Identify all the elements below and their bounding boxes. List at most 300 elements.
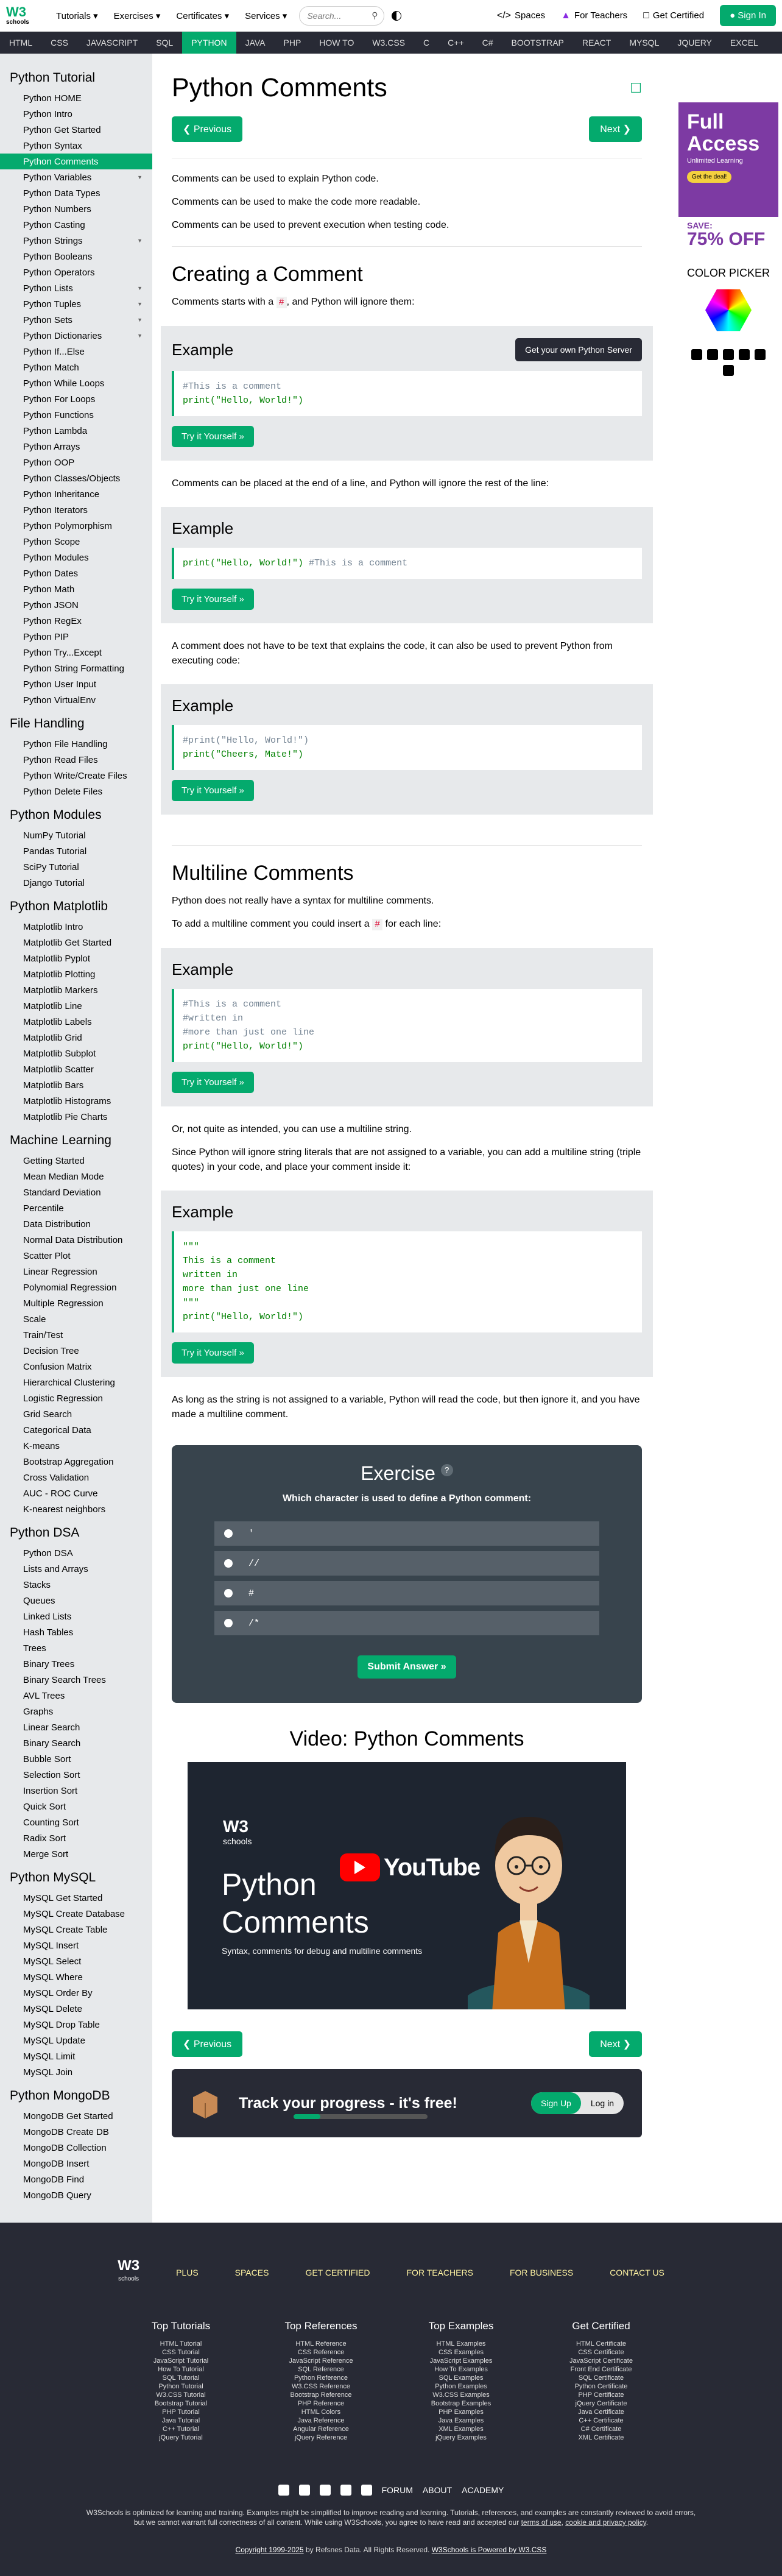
- sidebar-item[interactable]: [0, 1030, 152, 1046]
- footer-nav-link[interactable]: SPACES: [234, 2268, 269, 2277]
- sidebar-item[interactable]: [0, 359, 152, 375]
- sidebar-item[interactable]: [0, 1735, 152, 1751]
- tiktok-icon[interactable]: [723, 365, 734, 376]
- sidebar-item-label: Python Inheritance: [23, 489, 100, 500]
- sidebar-item[interactable]: [0, 692, 152, 708]
- sidebar-item[interactable]: [0, 784, 152, 799]
- sidebar-item[interactable]: [0, 1608, 152, 1624]
- footer-link[interactable]: Python Tutorial: [158, 2383, 203, 2390]
- footer-link[interactable]: HTML Examples: [436, 2340, 486, 2348]
- sidebar-item[interactable]: [0, 1359, 152, 1375]
- subnav-item-javascript[interactable]: JAVASCRIPT: [86, 38, 138, 48]
- sidebar-item-label: Python PIP: [23, 631, 69, 642]
- sidebar-item[interactable]: [0, 1438, 152, 1454]
- sidebar-item[interactable]: [0, 312, 152, 328]
- ad-title-line: Full: [687, 110, 724, 133]
- sidebar-item-label: Cross Validation: [23, 1472, 90, 1483]
- footer-nav-link[interactable]: FOR TEACHERS: [406, 2268, 473, 2277]
- footer-column-title: Get Certified: [572, 2320, 630, 2332]
- sidebar-item[interactable]: [0, 1014, 152, 1030]
- footer-link[interactable]: Java Tutorial: [161, 2417, 200, 2424]
- sidebar-item-label: Multiple Regression: [23, 1298, 104, 1309]
- footer-link[interactable]: SQL Reference: [298, 2366, 344, 2373]
- subnav-item-css[interactable]: CSS: [51, 38, 68, 48]
- subnav-item-how-to[interactable]: HOW TO: [319, 38, 354, 48]
- chevron-down-icon: ▼: [137, 237, 143, 244]
- try-it-button[interactable]: Try it Yourself »: [172, 1342, 254, 1364]
- footer-link[interactable]: HTML Certificate: [576, 2340, 627, 2348]
- sidebar-item[interactable]: [0, 217, 152, 233]
- exercise-box: [172, 1445, 642, 1703]
- video-heading: Video: Python Comments: [289, 1727, 524, 1750]
- sidebar-item[interactable]: [0, 597, 152, 613]
- sidebar-item[interactable]: [0, 1093, 152, 1109]
- try-it-button[interactable]: Try it Yourself »: [172, 1072, 254, 1093]
- footer-link[interactable]: HTML Colors: [301, 2408, 341, 2416]
- sidebar-item[interactable]: [0, 1061, 152, 1077]
- sidebar-item[interactable]: [0, 768, 152, 784]
- sidebar-item[interactable]: [0, 1545, 152, 1561]
- sign-in-button[interactable]: [720, 5, 776, 26]
- footer-link[interactable]: C# Certificate: [580, 2426, 622, 2433]
- sidebar-item[interactable]: [0, 1890, 152, 1906]
- sidebar-section-title: File Handling: [10, 717, 85, 731]
- footer-nav-link[interactable]: FOR BUSINESS: [509, 2268, 574, 2277]
- sidebar-item[interactable]: [0, 550, 152, 565]
- sidebar-item[interactable]: [0, 1593, 152, 1608]
- top-menu-item[interactable]: Exercises ▾: [113, 10, 161, 21]
- sidebar-item[interactable]: [0, 1906, 152, 1922]
- footer-link[interactable]: Java Certificate: [578, 2408, 624, 2416]
- instagram-icon[interactable]: [361, 2485, 372, 2496]
- sidebar-item[interactable]: [0, 613, 152, 629]
- footer-link[interactable]: W3.CSS Tutorial: [156, 2391, 206, 2399]
- subnav-item-python[interactable]: PYTHON: [182, 32, 236, 54]
- sidebar-item[interactable]: [0, 138, 152, 154]
- footer-column-title: Top Tutorials: [151, 2320, 211, 2332]
- sidebar-item[interactable]: [0, 935, 152, 950]
- sidebar-item[interactable]: [0, 676, 152, 692]
- sidebar-item[interactable]: [0, 1279, 152, 1295]
- exercise-option[interactable]: [214, 1611, 599, 1635]
- sidebar-item[interactable]: [0, 660, 152, 676]
- footer-link[interactable]: jQuery Tutorial: [159, 2434, 203, 2441]
- footer-link[interactable]: CSS Reference: [297, 2349, 345, 2356]
- footer-link[interactable]: SQL Examples: [439, 2374, 484, 2382]
- get-server-button[interactable]: Get your own Python Server: [515, 338, 642, 361]
- sidebar-item-label: Quick Sort: [23, 1801, 66, 1812]
- sidebar-item-label: MySQL Update: [23, 2035, 85, 2046]
- subnav-item-c-[interactable]: C++: [448, 38, 464, 48]
- footer-link[interactable]: W3.CSS Reference: [292, 2383, 350, 2390]
- sidebar-section-title: Python DSA: [10, 1526, 80, 1540]
- sidebar-item[interactable]: [0, 1077, 152, 1093]
- sidebar-item[interactable]: [0, 629, 152, 645]
- footer-link[interactable]: Python Reference: [294, 2374, 348, 2382]
- footer-link[interactable]: jQuery Reference: [294, 2434, 348, 2441]
- subnav-item-bootstrap[interactable]: BOOTSTRAP: [511, 38, 564, 48]
- sidebar-item[interactable]: [0, 859, 152, 875]
- teachers-label: For Teachers: [574, 10, 628, 21]
- sidebar-item[interactable]: [0, 344, 152, 359]
- sidebar-item-label: Django Tutorial: [23, 877, 85, 888]
- subnav-item-c[interactable]: C: [423, 38, 430, 48]
- sidebar-item[interactable]: [0, 455, 152, 470]
- discord-icon[interactable]: [723, 349, 734, 360]
- sidebar-item[interactable]: [0, 565, 152, 581]
- footer-link[interactable]: JavaScript Certificate: [569, 2357, 633, 2365]
- sidebar-item[interactable]: [0, 827, 152, 843]
- sign-up-button[interactable]: Sign Up: [531, 2092, 581, 2114]
- footer-link[interactable]: Bootstrap Tutorial: [154, 2400, 208, 2407]
- footer-link[interactable]: CSS Tutorial: [162, 2349, 200, 2356]
- sidebar-item[interactable]: [0, 1264, 152, 1279]
- radio-button[interactable]: [224, 1529, 233, 1538]
- terms-link[interactable]: terms of use: [521, 2518, 562, 2527]
- code-comment: #This is a comment: [183, 381, 282, 392]
- footer-link[interactable]: jQuery Certificate: [575, 2400, 627, 2407]
- sidebar-item-label: Polynomial Regression: [23, 1282, 117, 1293]
- sidebar-item[interactable]: [0, 470, 152, 486]
- subnav-item-w3-css[interactable]: W3.CSS: [372, 38, 406, 48]
- sidebar-item[interactable]: [0, 1640, 152, 1656]
- get-deal-button[interactable]: Get the deal!: [687, 171, 731, 183]
- sidebar-item[interactable]: [0, 2048, 152, 2064]
- sidebar-item-label: MySQL Create Database: [23, 1908, 125, 1919]
- exercise-title-text: Exercise: [361, 1462, 435, 1484]
- sidebar-item[interactable]: [0, 998, 152, 1014]
- video-logo-text: schools: [223, 1836, 252, 1846]
- sidebar-item[interactable]: [0, 982, 152, 998]
- subnav-item-react[interactable]: REACT: [582, 38, 611, 48]
- sidebar-item[interactable]: [0, 1295, 152, 1311]
- sidebar-item[interactable]: [0, 1422, 152, 1438]
- sidebar-section-title: Python MongoDB: [10, 2089, 110, 2103]
- sidebar-item[interactable]: [0, 264, 152, 280]
- sidebar-item[interactable]: [0, 439, 152, 455]
- sidebar-item[interactable]: [0, 2187, 152, 2203]
- footer-link[interactable]: jQuery Examples: [435, 2434, 487, 2441]
- sidebar-item[interactable]: [0, 391, 152, 407]
- color-hexagon-icon[interactable]: [705, 287, 752, 333]
- footer-link[interactable]: C++ Certificate: [579, 2417, 624, 2424]
- sidebar-item[interactable]: [0, 154, 152, 169]
- subnav-item-c-[interactable]: C#: [482, 38, 493, 48]
- forum-link[interactable]: FORUM: [381, 2485, 413, 2495]
- about-link[interactable]: ABOUT: [422, 2485, 453, 2495]
- sidebar-item[interactable]: [0, 1153, 152, 1169]
- sidebar-item[interactable]: [0, 375, 152, 391]
- w3schools-logo[interactable]: [6, 2, 38, 29]
- footer-link[interactable]: CSS Certificate: [578, 2349, 624, 2356]
- sidebar-item[interactable]: [0, 2033, 152, 2048]
- previous-button[interactable]: ❮ Previous: [172, 2031, 242, 2057]
- sidebar-item[interactable]: [0, 534, 152, 550]
- submit-answer-button[interactable]: Submit Answer »: [358, 1655, 456, 1679]
- sidebar-item[interactable]: [0, 1751, 152, 1767]
- main-content: [152, 54, 660, 2223]
- sidebar-item[interactable]: [0, 950, 152, 966]
- footer-link[interactable]: XML Certificate: [578, 2434, 624, 2441]
- top-menu-item[interactable]: Certificates ▾: [176, 10, 230, 21]
- sidebar-item[interactable]: [0, 296, 152, 312]
- sidebar-item-label: Matplotlib Pyplot: [23, 953, 91, 964]
- sidebar-item[interactable]: [0, 2064, 152, 2080]
- subnav-item-mysql[interactable]: MYSQL: [629, 38, 660, 48]
- youtube-icon[interactable]: [278, 2485, 289, 2496]
- theme-toggle-icon[interactable]: [392, 11, 401, 21]
- sidebar-item-label: Scatter Plot: [23, 1250, 71, 1261]
- sidebar-item-label: MySQL Get Started: [23, 1892, 103, 1903]
- footer-link[interactable]: CSS Examples: [439, 2349, 484, 2356]
- sidebar-item[interactable]: [0, 90, 152, 106]
- previous-button[interactable]: ❮ Previous: [172, 116, 242, 142]
- sidebar-item[interactable]: [0, 2124, 152, 2140]
- sidebar-item[interactable]: [0, 645, 152, 660]
- sidebar-item[interactable]: [0, 1624, 152, 1640]
- graduation-cap-icon: ▲: [561, 10, 571, 21]
- sidebar-item[interactable]: [0, 1248, 152, 1264]
- footer-link[interactable]: SQL Tutorial: [162, 2374, 200, 2382]
- sidebar-item[interactable]: [0, 1311, 152, 1327]
- footer-link[interactable]: Front End Certificate: [570, 2366, 632, 2373]
- footer-link[interactable]: C++ Tutorial: [163, 2426, 199, 2433]
- sidebar-item[interactable]: [0, 201, 152, 217]
- sidebar-item[interactable]: [0, 1922, 152, 1937]
- sidebar-item[interactable]: [0, 518, 152, 534]
- footer-link[interactable]: Java Examples: [438, 2417, 484, 2424]
- sidebar-item[interactable]: [0, 122, 152, 138]
- sidebar-item[interactable]: [0, 169, 152, 185]
- sidebar-item[interactable]: [0, 2140, 152, 2156]
- sidebar-item[interactable]: [0, 486, 152, 502]
- subnav-item-excel[interactable]: EXCEL: [730, 38, 758, 48]
- sidebar-item[interactable]: [0, 1046, 152, 1061]
- help-icon[interactable]: ?: [441, 1464, 453, 1476]
- sidebar-item[interactable]: [0, 280, 152, 296]
- academy-link[interactable]: ACADEMY: [462, 2485, 504, 2495]
- footer: [0, 2223, 782, 2576]
- sidebar-item-label: Python Strings: [23, 235, 83, 246]
- sidebar-item-label: Scale: [23, 1314, 46, 1325]
- sidebar-item[interactable]: [0, 581, 152, 597]
- subnav-item-jquery[interactable]: JQUERY: [677, 38, 712, 48]
- sidebar-item[interactable]: [0, 2001, 152, 2017]
- footer-link[interactable]: PHP Tutorial: [162, 2408, 200, 2416]
- teachers-link[interactable]: [561, 10, 627, 21]
- ad-title-line: Access: [687, 132, 760, 155]
- sidebar-item[interactable]: [0, 966, 152, 982]
- radio-button[interactable]: [224, 1559, 233, 1568]
- sidebar-item[interactable]: [0, 407, 152, 423]
- sidebar-item[interactable]: [0, 106, 152, 122]
- next-button[interactable]: Next ❯: [589, 116, 642, 142]
- spaces-link[interactable]: [497, 10, 545, 21]
- footer-link[interactable]: How To Examples: [434, 2366, 488, 2373]
- color-picker-widget[interactable]: [678, 267, 778, 333]
- radio-button[interactable]: [224, 1619, 233, 1627]
- try-it-button[interactable]: Try it Yourself »: [172, 589, 254, 610]
- footer-link[interactable]: JavaScript Examples: [429, 2357, 493, 2365]
- sidebar-item[interactable]: [0, 752, 152, 768]
- sidebar-item[interactable]: [0, 1704, 152, 1719]
- bookmark-icon[interactable]: ☐: [630, 80, 642, 96]
- subnav-item-sql[interactable]: SQL: [156, 38, 174, 48]
- sidebar-item[interactable]: [0, 1953, 152, 1969]
- copyright-link[interactable]: Copyright 1999-2025: [235, 2546, 304, 2554]
- subnav-item-php[interactable]: PHP: [283, 38, 301, 48]
- linkedin-icon[interactable]: [299, 2485, 310, 2496]
- sidebar-item[interactable]: [0, 1406, 152, 1422]
- footer-link[interactable]: PHP Reference: [297, 2400, 345, 2407]
- sidebar-item-label: NumPy Tutorial: [23, 830, 86, 841]
- chevron-down-icon: ▼: [137, 285, 143, 291]
- sidebar-item[interactable]: [0, 1375, 152, 1390]
- sidebar-item[interactable]: [0, 2171, 152, 2187]
- sidebar-item[interactable]: [0, 1454, 152, 1470]
- footer-link[interactable]: PHP Examples: [439, 2408, 484, 2416]
- get-certified-link[interactable]: [643, 10, 704, 21]
- footer-nav-link[interactable]: GET CERTIFIED: [305, 2268, 370, 2277]
- sidebar-item[interactable]: [0, 1343, 152, 1359]
- sidebar-item[interactable]: [0, 1200, 152, 1216]
- facebook-icon[interactable]: [739, 349, 750, 360]
- search-icon[interactable]: ⚲: [372, 10, 378, 20]
- powered-by-link[interactable]: W3Schools is Powered by W3.CSS: [431, 2546, 547, 2554]
- sidebar-item[interactable]: [0, 1846, 152, 1862]
- footer-link[interactable]: HTML Reference: [295, 2340, 347, 2348]
- footer-copyright: [0, 2546, 782, 2554]
- footer-link[interactable]: Python Examples: [435, 2383, 487, 2390]
- sidebar-item[interactable]: [0, 1937, 152, 1953]
- youtube-icon[interactable]: [691, 349, 702, 360]
- sidebar-item[interactable]: [0, 843, 152, 859]
- sidebar-item[interactable]: [0, 1485, 152, 1501]
- sidebar-item[interactable]: [0, 1577, 152, 1593]
- sidebar-item-label: MongoDB Get Started: [23, 2111, 113, 2121]
- instagram-icon[interactable]: [755, 349, 766, 360]
- sidebar-item-label: Python Math: [23, 584, 75, 595]
- sidebar-item[interactable]: [0, 1216, 152, 1232]
- text: , and Python will ignore them:: [286, 297, 415, 307]
- sidebar-item[interactable]: [0, 1985, 152, 2001]
- facebook-icon[interactable]: [340, 2485, 351, 2496]
- example-label: Example: [172, 696, 234, 715]
- footer-link[interactable]: How To Tutorial: [158, 2366, 204, 2373]
- sidebar-item[interactable]: [0, 1470, 152, 1485]
- footer-nav-link[interactable]: CONTACT US: [610, 2268, 664, 2277]
- footer-link[interactable]: XML Examples: [439, 2426, 484, 2433]
- try-it-button[interactable]: Try it Yourself »: [172, 426, 254, 447]
- subnav-item-java[interactable]: JAVA: [245, 38, 266, 48]
- example-label: Example: [172, 1203, 234, 1221]
- footer-nav-link[interactable]: PLUS: [176, 2268, 199, 2277]
- sidebar-item[interactable]: [0, 1232, 152, 1248]
- video-player[interactable]: [188, 1762, 626, 2009]
- sidebar-item[interactable]: [0, 1814, 152, 1830]
- sidebar-item-label: Python Dictionaries: [23, 330, 102, 341]
- sidebar-item-label: Linear Search: [23, 1722, 80, 1733]
- sidebar-item-label: Data Distribution: [23, 1219, 91, 1230]
- log-in-button[interactable]: Log in: [590, 2098, 614, 2108]
- sidebar-item-label: Mean Median Mode: [23, 1171, 104, 1182]
- sidebar-item[interactable]: [0, 233, 152, 249]
- sidebar-item[interactable]: [0, 875, 152, 891]
- top-menu-item[interactable]: Tutorials ▾: [56, 10, 98, 21]
- sidebar-item[interactable]: [0, 185, 152, 201]
- sidebar-item[interactable]: [0, 1501, 152, 1517]
- sidebar-item[interactable]: [0, 1184, 152, 1200]
- intro-paragraph: Comments can be used to explain Python code.: [172, 174, 379, 184]
- sidebar-item[interactable]: [0, 1719, 152, 1735]
- youtube-logo[interactable]: [340, 1853, 480, 1881]
- footer-link[interactable]: HTML Tutorial: [160, 2340, 202, 2348]
- sidebar-item[interactable]: [0, 502, 152, 518]
- footer-nav: [0, 2259, 782, 2286]
- sidebar-item[interactable]: [0, 1672, 152, 1688]
- sidebar-item[interactable]: [0, 1109, 152, 1125]
- footer-link[interactable]: Python Certificate: [574, 2383, 628, 2390]
- footer-link[interactable]: SQL Certificate: [578, 2374, 624, 2382]
- footer-link[interactable]: W3.CSS Examples: [432, 2391, 490, 2399]
- sidebar-item[interactable]: [0, 1783, 152, 1799]
- discord-icon[interactable]: [320, 2485, 331, 2496]
- sidebar-item[interactable]: [0, 1799, 152, 1814]
- footer-link[interactable]: JavaScript Tutorial: [153, 2357, 209, 2365]
- exercise-option[interactable]: [214, 1581, 599, 1605]
- sidebar-item[interactable]: [0, 2108, 152, 2124]
- sidebar-item[interactable]: [0, 1169, 152, 1184]
- full-access-ad[interactable]: [678, 102, 778, 252]
- footer-link[interactable]: Angular Reference: [293, 2426, 349, 2433]
- next-button[interactable]: Next ❯: [589, 2031, 642, 2057]
- radio-button[interactable]: [224, 1589, 233, 1598]
- sidebar-item[interactable]: [0, 2017, 152, 2033]
- footer-link[interactable]: PHP Certificate: [578, 2391, 624, 2399]
- sidebar-item[interactable]: [0, 1688, 152, 1704]
- sidebar-item[interactable]: [0, 2156, 152, 2171]
- sidebar-item[interactable]: [0, 1767, 152, 1783]
- sidebar-item[interactable]: [0, 423, 152, 439]
- sidebar-item[interactable]: [0, 1830, 152, 1846]
- sidebar-item-label: Python Iterators: [23, 504, 88, 515]
- sidebar-item[interactable]: [0, 1561, 152, 1577]
- footer-link[interactable]: Bootstrap Reference: [290, 2391, 352, 2399]
- sidebar-item[interactable]: [0, 919, 152, 935]
- top-menu-item[interactable]: Services ▾: [245, 10, 287, 21]
- footer-link[interactable]: Java Reference: [297, 2417, 345, 2424]
- footer-logo[interactable]: [118, 2259, 139, 2286]
- subnav-item-html[interactable]: HTML: [9, 38, 33, 48]
- search-input[interactable]: Search...: [299, 6, 384, 26]
- footer-link[interactable]: JavaScript Reference: [289, 2357, 353, 2365]
- exercise-option[interactable]: [214, 1551, 599, 1576]
- sidebar-item-label: Python Arrays: [23, 441, 80, 452]
- linkedin-icon[interactable]: [707, 349, 718, 360]
- sidebar-item[interactable]: [0, 1390, 152, 1406]
- sidebar-item-label: Python Sets: [23, 314, 72, 325]
- exercise-option[interactable]: [214, 1521, 599, 1546]
- sidebar-item[interactable]: [0, 1327, 152, 1343]
- sidebar-item[interactable]: [0, 1969, 152, 1985]
- sidebar-item[interactable]: [0, 1656, 152, 1672]
- footer-link[interactable]: Bootstrap Examples: [431, 2400, 491, 2407]
- try-it-button[interactable]: Try it Yourself »: [172, 780, 254, 801]
- sidebar-item[interactable]: [0, 736, 152, 752]
- cookie-policy-link[interactable]: cookie and privacy policy: [565, 2518, 646, 2527]
- sidebar-item[interactable]: [0, 249, 152, 264]
- sidebar-item[interactable]: [0, 328, 152, 344]
